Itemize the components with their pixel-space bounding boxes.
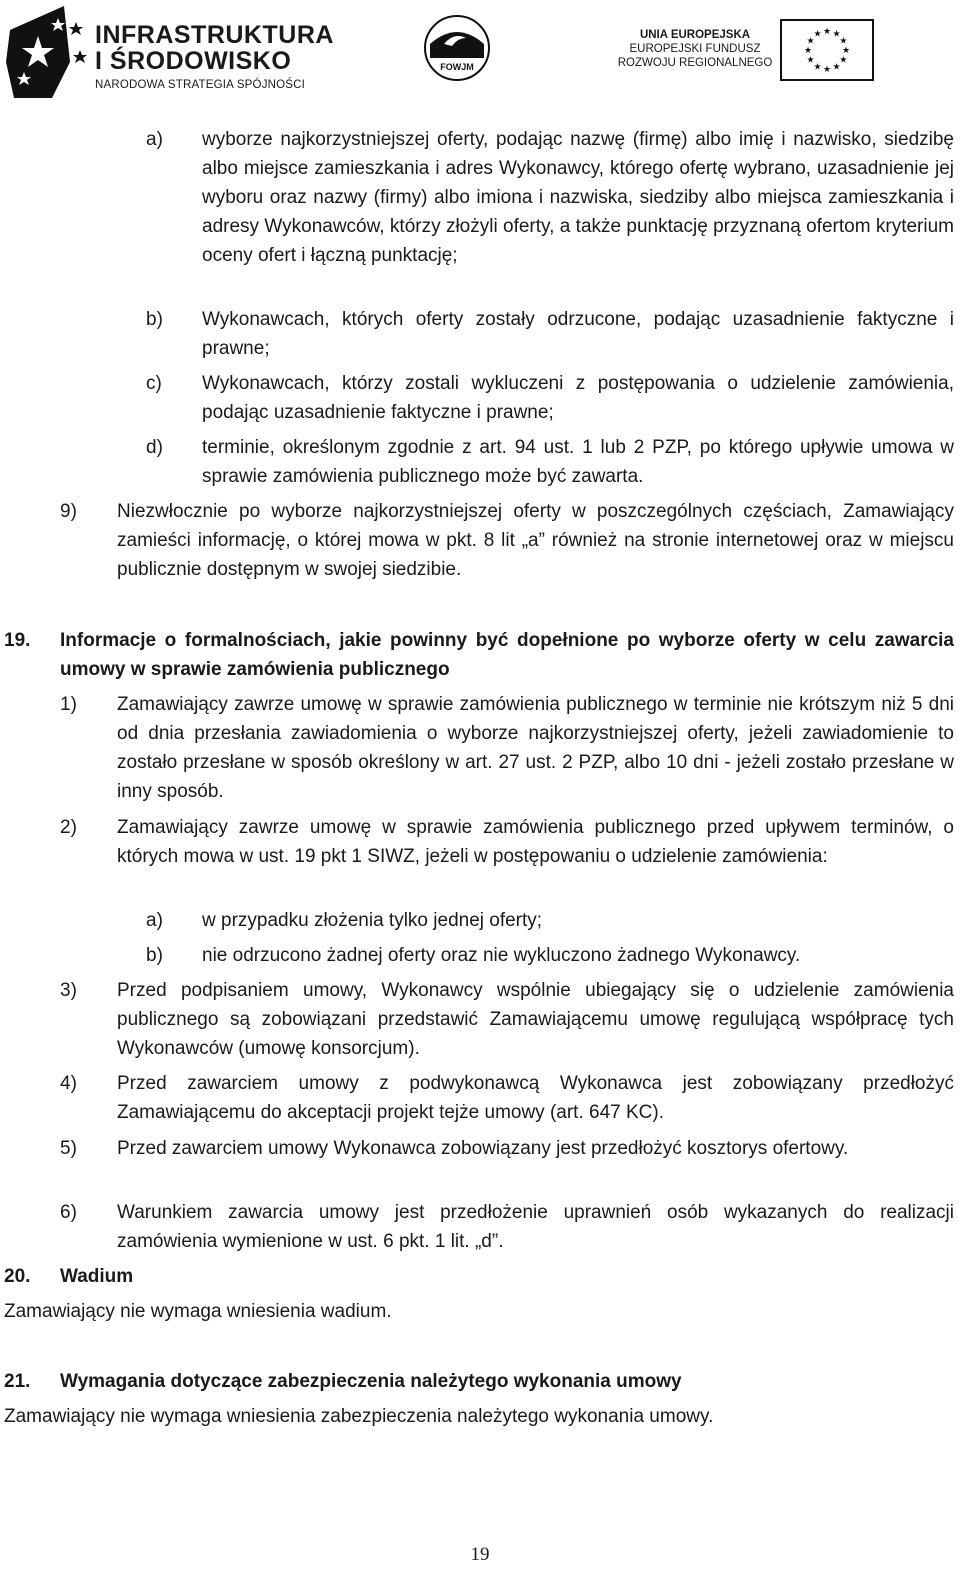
list-item [0,125,960,300]
ins-subtitle: NARODOWA STRATEGIA SPÓJNOŚCI [95,79,306,91]
item-text: Zamawiający zawrze umowę w sprawie zamówienia publicznego przed upływem terminów, o których mowa w ust. 19 pkt 1 SIWZ, jeżeli w postępowaniu o udzielenie zamówienia: [117,817,954,867]
section-number: 20. [4,1266,31,1287]
ue-line1: UNIA EUROPEJSKA [639,29,751,41]
page-number: 19 [470,1544,490,1565]
ue-line3: ROZWOJU REGIONALNEGO [617,57,773,69]
eu-star-icon: ★ [841,45,851,55]
item-text: Zamawiający zawrze umowę w sprawie zamówienia publicznego w terminie nie krótszym niż 5 dni od dnia przesłania zawiadomienia o wyborze najkorzystniejszej oferty, jeżeli zawiadomienie to zostało przesłane w sposób określony w art. 27 ust. 2 PZP, albo 10 dni - jeżeli zostało przesłane w inny sposób. [117,694,954,802]
item-text: Przed zawarciem umowy z podwykonawcą Wykonawca jest zobowiązany przedłożyć Zamawiającemu do akceptacji projekt tejże umowy (art. 647 KC). [117,1073,954,1123]
section-title: Wymagania dotyczące zabezpieczenia należytego wykonania umowy [60,1371,682,1392]
item-text: nie odrzucono żadnej oferty oraz nie wykluczono żadnego Wykonawcy. [202,945,801,966]
item-text: Przed zawarciem umowy Wykonawca zobowiązany jest przedłożyć kosztorys ofertowy. [117,1138,849,1159]
fowjm-label: FOWJM [440,62,474,72]
eu-star-icon: ★ [822,64,832,74]
item-label: 1) [60,694,77,715]
list-item [0,906,960,936]
ue-text-block [616,28,774,70]
item-text: Niezwłocznie po wyborze najkorzystniejszej oferty w poszczególnych częściach, Zamawiający zamieści informację, o której mowa w pkt. 8 lit „a” również na stronie internetowej oraz w miejscu publicznie dostępnym w swojej siedzibie. [117,501,954,580]
ins-title-line1: INFRASTRUKTURA [95,21,334,49]
section-title: Wadium [60,1266,134,1287]
item-label: b) [146,309,163,330]
eu-star-icon: ★ [822,26,832,36]
section-number: 19. [4,630,31,651]
item-label: d) [146,437,163,458]
item-text: Przed podpisaniem umowy, Wykonawcy wspólnie ubiegający się o udzielenie zamówienia publicznego są zobowiązani przedstawić Zamawiającemu umowę regulującą współpracę tych Wykonawców (umowę konsorcjum). [117,980,954,1059]
item-label: b) [146,945,163,966]
list-item [0,976,960,1066]
item-label: 6) [60,1202,77,1223]
eu-flag-icon [780,19,874,81]
ins-title-line2: I ŚRODOWISKO [95,47,292,75]
item-label: 4) [60,1073,77,1094]
list-item [0,1134,960,1194]
eu-star-icon: ★ [839,35,848,46]
eu-star-icon: ★ [839,54,848,65]
list-item [0,1198,960,1258]
eu-star-icon: ★ [813,28,822,39]
list-item [0,497,960,587]
list-item [0,305,960,365]
item-text: Wykonawcach, którzy zostali wykluczeni z postępowania o udzielenie zamówienia, podając uzasadnienie faktyczne i prawne; [202,373,954,423]
item-label: 3) [60,980,77,1001]
section-text: Zamawiający nie wymaga wniesienia wadium. [4,1301,392,1322]
list-item [0,941,960,971]
eu-star-icon: ★ [803,45,813,55]
infrastruktura-wordmark [95,22,334,92]
list-item [0,1069,960,1129]
eu-star-icon: ★ [832,28,841,39]
eu-star-icon: ★ [832,61,841,72]
item-text: Wykonawcach, których oferty zostały odrzucone, podając uzasadnienie faktyczne i prawne; [202,309,954,359]
ue-line2: EUROPEJSKI FUNDUSZ [629,43,761,55]
list-item [0,433,960,493]
eu-star-icon: ★ [813,61,822,72]
item-label: a) [146,910,163,931]
list-item [0,690,960,808]
item-label: 2) [60,817,77,838]
item-label: 9) [60,501,77,522]
item-label: 5) [60,1138,77,1159]
item-text: w przypadku złożenia tylko jednej oferty; [202,910,543,931]
item-text: Warunkiem zawarcia umowy jest przedłożenie uprawnień osób wykazanych do realizacji zamówienia wymienione w ust. 6 pkt. 1 lit. „d”. [117,1202,954,1252]
item-label: a) [146,129,163,150]
list-item [0,369,960,429]
section-number: 21. [4,1371,31,1392]
item-text: wyborze najkorzystniejszej oferty, podając nazwę (firmę) albo imię i nazwisko, siedzibę albo miejsce zamieszkania i adres Wykonawcy, którego ofertę wybrano, uzasadnienie jej wyboru oraz nazwy (firmy) albo imiona i nazwiska, siedziby albo miejsca zamieszkania i adresy Wykonawców, którzy złożyli oferty, a także punktację przyznaną ofertom kryterium oceny ofert i łączną punktację; [202,129,954,266]
infrastruktura-logo-icon [4,2,92,102]
section-text: Zamawiający nie wymaga wniesienia zabezpieczenia należytego wykonania umowy. [4,1406,714,1427]
eu-star-icon: ★ [806,54,815,65]
fowjm-logo-icon [422,14,492,82]
list-item [0,813,960,903]
item-label: c) [146,373,162,394]
eu-star-icon: ★ [806,35,815,46]
item-text: terminie, określonym zgodnie z art. 94 ust. 1 lub 2 PZP, po którego upływie umowa w sprawie zamówienia publicznego może być zawarta. [202,437,954,487]
page-header [0,0,960,110]
section-title: Informacje o formalnościach, jakie powinny być dopełnione po wyborze oferty w celu zawarcia umowy w sprawie zamówienia publicznego [60,630,954,680]
